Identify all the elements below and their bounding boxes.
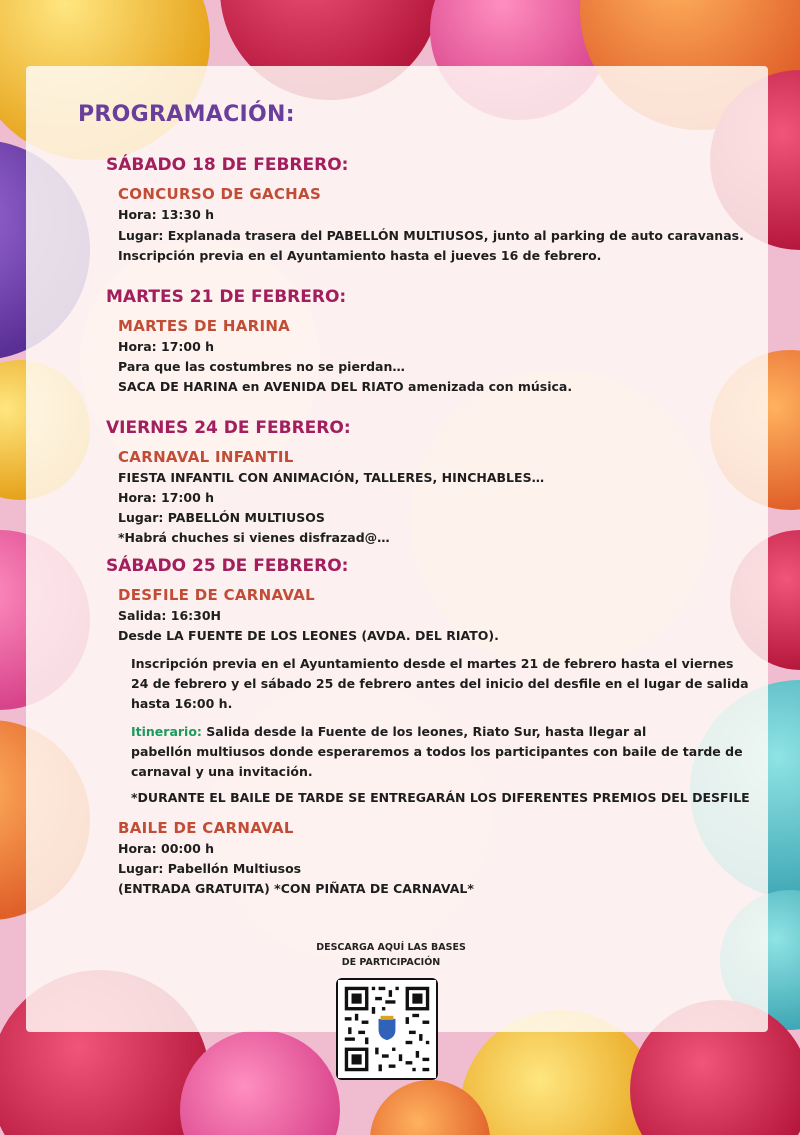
page-title: PROGRAMACIÓN: [78, 102, 295, 127]
itinerary-label: Itinerario: [131, 724, 202, 739]
event-line: Hora: 17:00 h [118, 339, 215, 354]
event-title-3: CARNAVAL INFANTIL [118, 448, 294, 466]
event-line: Para que las costumbres no se pierdan… [118, 359, 405, 374]
inscription-line: hasta 16:00 h. [131, 696, 233, 711]
event-line: Lugar: Explanada trasera del PABELLÓN MULTIUSOS, junto al parking de auto caravanas. [118, 228, 744, 243]
download-label-line2: DE PARTICIPACIÓN [341, 957, 441, 968]
day-heading-3: VIERNES 24 DE FEBRERO: [106, 418, 351, 438]
day-heading-4: SÁBADO 25 DE FEBRERO: [106, 556, 349, 576]
itinerary-line: pabellón multiusos donde esperaremos a todos los participantes con baile de tarde de [131, 744, 743, 759]
inscription-line: 24 de febrero y el sábado 25 de febrero antes del inicio del desfile en el lugar de salida [131, 676, 749, 691]
event-line: Lugar: PABELLÓN MULTIUSOS [118, 510, 325, 525]
day-heading-2: MARTES 21 DE FEBRERO: [106, 287, 347, 307]
itinerary-line: carnaval y una invitación. [131, 764, 313, 779]
download-label-line1: DESCARGA AQUÍ LAS BASES [316, 942, 466, 953]
event-line: *Habrá chuches si vienes disfrazad@… [118, 530, 390, 545]
event-line: Salida: 16:30H [118, 608, 221, 623]
qr-code-icon [338, 980, 436, 1078]
event-line: (ENTRADA GRATUITA) *CON PIÑATA DE CARNAVAL* [118, 881, 474, 896]
event-line: Hora: 17:00 h [118, 490, 215, 505]
event-line: SACA DE HARINA en AVENIDA DEL RIATO amenizada con música. [118, 379, 573, 394]
day-heading-1: SÁBADO 18 DE FEBRERO: [106, 155, 349, 175]
event-line: Desde LA FUENTE DE LOS LEONES (AVDA. DEL RIATO). [118, 628, 499, 643]
event-line: Inscripción previa en el Ayuntamiento hasta el jueves 16 de febrero. [118, 248, 602, 263]
event-title-1: CONCURSO DE GACHAS [118, 185, 322, 203]
itinerary-text: Salida desde la Fuente de los leones, Riato Sur, hasta llegar al [206, 724, 647, 739]
itinerary-line [131, 724, 646, 739]
download-label [306, 940, 476, 970]
event-line: Hora: 13:30 h [118, 207, 215, 222]
event-line: Lugar: Pabellón Multiusos [118, 861, 302, 876]
event-title-2: MARTES DE HARINA [118, 317, 291, 335]
event-line: FIESTA INFANTIL CON ANIMACIÓN, TALLERES, HINCHABLES… [118, 470, 545, 485]
prizes-note: *DURANTE EL BAILE DE TARDE SE ENTREGARÁN LOS DIFERENTES PREMIOS DEL DESFILE [131, 790, 750, 805]
event-title-4: DESFILE DE CARNAVAL [118, 586, 316, 604]
inscription-line: Inscripción previa en el Ayuntamiento desde el martes 21 de febrero hasta el viernes [131, 656, 734, 671]
event-title-5: BAILE DE CARNAVAL [118, 819, 294, 837]
event-line: Hora: 00:00 h [118, 841, 215, 856]
qr-code[interactable] [336, 978, 438, 1080]
